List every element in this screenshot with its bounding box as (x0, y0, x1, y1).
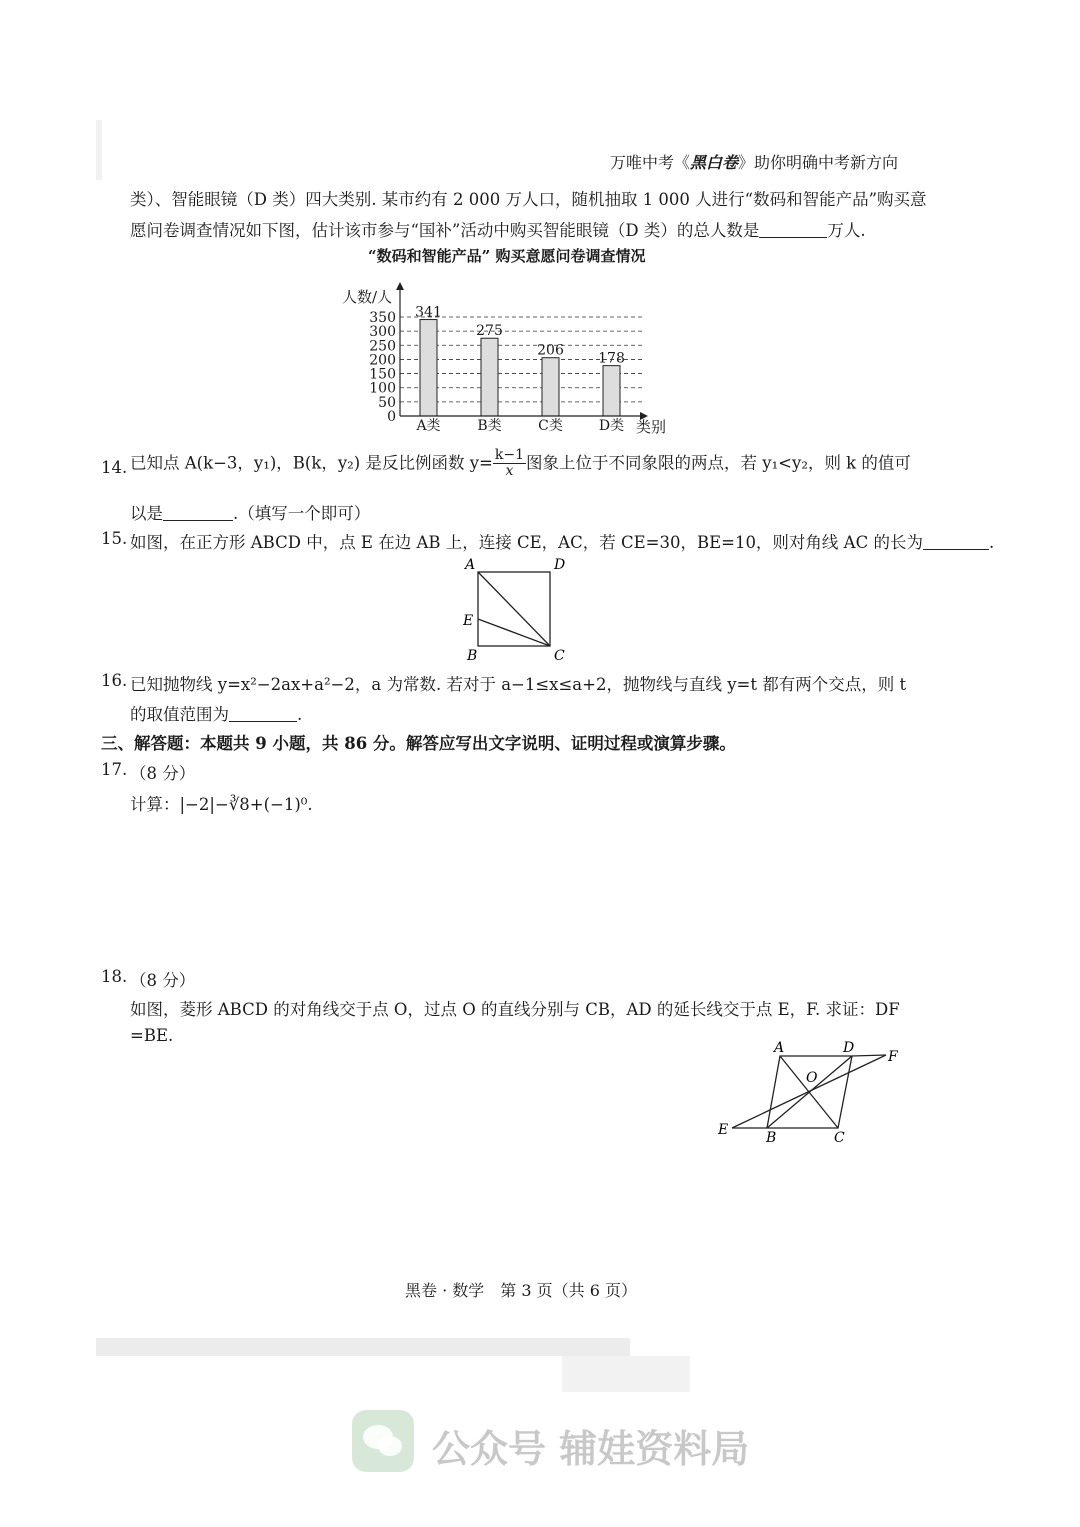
page-footer: 黑卷 · 数学 第 3 页（共 6 页） (405, 1281, 637, 1300)
label-e: E (463, 613, 474, 629)
q14-line2-end: .（填写一个即可） (233, 504, 371, 523)
x-tick-label: D类 (598, 418, 625, 434)
x-tick-label: C类 (538, 418, 563, 434)
y-tick-label: 250 (369, 338, 396, 355)
diagonal-bd (767, 1056, 852, 1128)
wechat-icon (352, 1410, 414, 1472)
x-tick-label: A类 (416, 418, 441, 434)
answer-blank[interactable] (163, 504, 233, 521)
y-tick-label: 350 (369, 310, 396, 326)
label-a: A (465, 557, 476, 573)
y-tick-label: 0 (387, 409, 396, 425)
x-axis-label: 类别 (636, 418, 667, 436)
q13-line1: 类）、智能眼镜（D 类）四大类别. 某市约有 2 000 万人口，随机抽取 1 000 人进行“数码和智能产品”购买意 (130, 190, 927, 209)
scan-artifact (96, 1338, 630, 1356)
bar (542, 358, 559, 416)
chart-ticks (369, 310, 396, 425)
answer-blank[interactable] (923, 533, 989, 550)
chart-data-labels (415, 305, 625, 367)
watermark (352, 1408, 752, 1472)
bar-chart (330, 280, 680, 440)
y-tick-label: 150 (369, 366, 396, 383)
q18-line1: 如图，菱形 ABCD 的对角线交于点 O，过点 O 的直线分别与 CB，AD 的延长线交于点 E，F. 求证：DF (130, 1000, 900, 1019)
q15-text: 如图，在正方形 ABCD 中，点 E 在边 AB 上，连接 CE，AC，若 CE=30，BE=10，则对角线 AC 的长为 (130, 533, 923, 552)
label-c: C (834, 1130, 845, 1146)
q13-line2 (130, 217, 866, 241)
segment-ef (732, 1055, 886, 1128)
header-brand: 黑白卷 (689, 153, 738, 172)
q15-line (130, 529, 994, 553)
q16-line2-text: 的取值范围为 (130, 705, 229, 724)
x-tick-label: B类 (477, 418, 502, 434)
q15-number: 15. (101, 529, 128, 548)
header-suffix: 》助你明确中考新方向 (737, 153, 898, 172)
y-tick-label: 300 (369, 324, 396, 341)
section-heading: 三、解答题：本题共 9 小题，共 86 分。解答应写出文字说明、证明过程或演算步骤。 (101, 734, 736, 753)
watermark-text: 公众号 辅娃资料局 (432, 1427, 750, 1471)
q15-end: . (988, 533, 995, 552)
y-tick-label: 200 (369, 352, 396, 369)
bar (481, 338, 498, 416)
q14-fraction (493, 448, 526, 480)
bar-value-label: 206 (537, 342, 564, 359)
label-c: C (554, 648, 565, 664)
q18-rhombus-figure (712, 1036, 912, 1148)
q13-line2-end: 万人. (827, 221, 866, 240)
q16-line2-end: . (297, 705, 303, 724)
segment-ac (478, 572, 550, 646)
label-b: B (467, 648, 478, 664)
bar (420, 320, 437, 416)
bar-value-label: 341 (415, 304, 442, 321)
y-axis-arrow (396, 282, 404, 290)
header-prefix: 万唯中考《 (609, 153, 690, 172)
q18-score: （8 分） (130, 971, 196, 990)
q18-number: 18. (101, 967, 128, 986)
q14-text: 已知点 A(k−3，y₁)，B(k，y₂) 是反比例函数 y= (130, 453, 493, 473)
y-tick-label: 50 (378, 394, 396, 411)
label-f: F (888, 1049, 898, 1065)
label-o: O (806, 1070, 818, 1086)
y-axis-label: 人数/人 (342, 288, 393, 306)
scan-shadow (96, 120, 102, 180)
q16-line2 (130, 701, 302, 725)
label-a: A (774, 1040, 785, 1056)
bar-value-label: 178 (598, 350, 625, 367)
q13-line2-text: 愿问卷调查情况如下图，估计该市参与“国补”活动中购买智能眼镜（D 类）的总人数是 (130, 221, 760, 240)
q17-number: 17. (101, 760, 128, 779)
q17-score: （8 分） (130, 764, 196, 783)
fraction-denominator: x (505, 463, 514, 480)
q14-line1 (130, 448, 911, 480)
segment-ce (478, 619, 550, 646)
q14-text-after: 图象上位于不同象限的两点，若 y₁<y₂，则 k 的值可 (526, 453, 911, 473)
fraction-numerator: k−1 (494, 447, 524, 463)
q17-text: 计算：|−2|−∛8+(−1)⁰. (130, 795, 313, 814)
q16-number: 16. (101, 671, 128, 690)
bar (603, 366, 620, 416)
q14-line2 (130, 500, 370, 524)
q18-line2: =BE. (130, 1026, 174, 1045)
label-d: D (843, 1040, 855, 1056)
bar-value-label: 275 (476, 323, 503, 340)
y-tick-label: 100 (369, 380, 396, 397)
label-e: E (718, 1122, 729, 1138)
q14-line2-text: 以是 (130, 504, 163, 523)
label-b: B (766, 1130, 777, 1146)
chart-title: “数码和智能产品” 购买意愿问卷调查情况 (368, 247, 646, 265)
answer-blank[interactable] (759, 221, 827, 238)
chart-category-labels (415, 417, 624, 434)
extension-ad (852, 1055, 886, 1056)
scan-artifact (562, 1356, 690, 1392)
label-d: D (554, 557, 566, 573)
q15-square-figure (455, 552, 575, 664)
q16-line1: 已知抛物线 y=x²−2ax+a²−2，a 为常数. 若对于 a−1≤x≤a+2，抛物线与直线 y=t 都有两个交点，则 t (130, 675, 907, 694)
answer-blank[interactable] (229, 705, 297, 722)
q14-number: 14. (101, 458, 128, 477)
page-header (610, 150, 898, 173)
